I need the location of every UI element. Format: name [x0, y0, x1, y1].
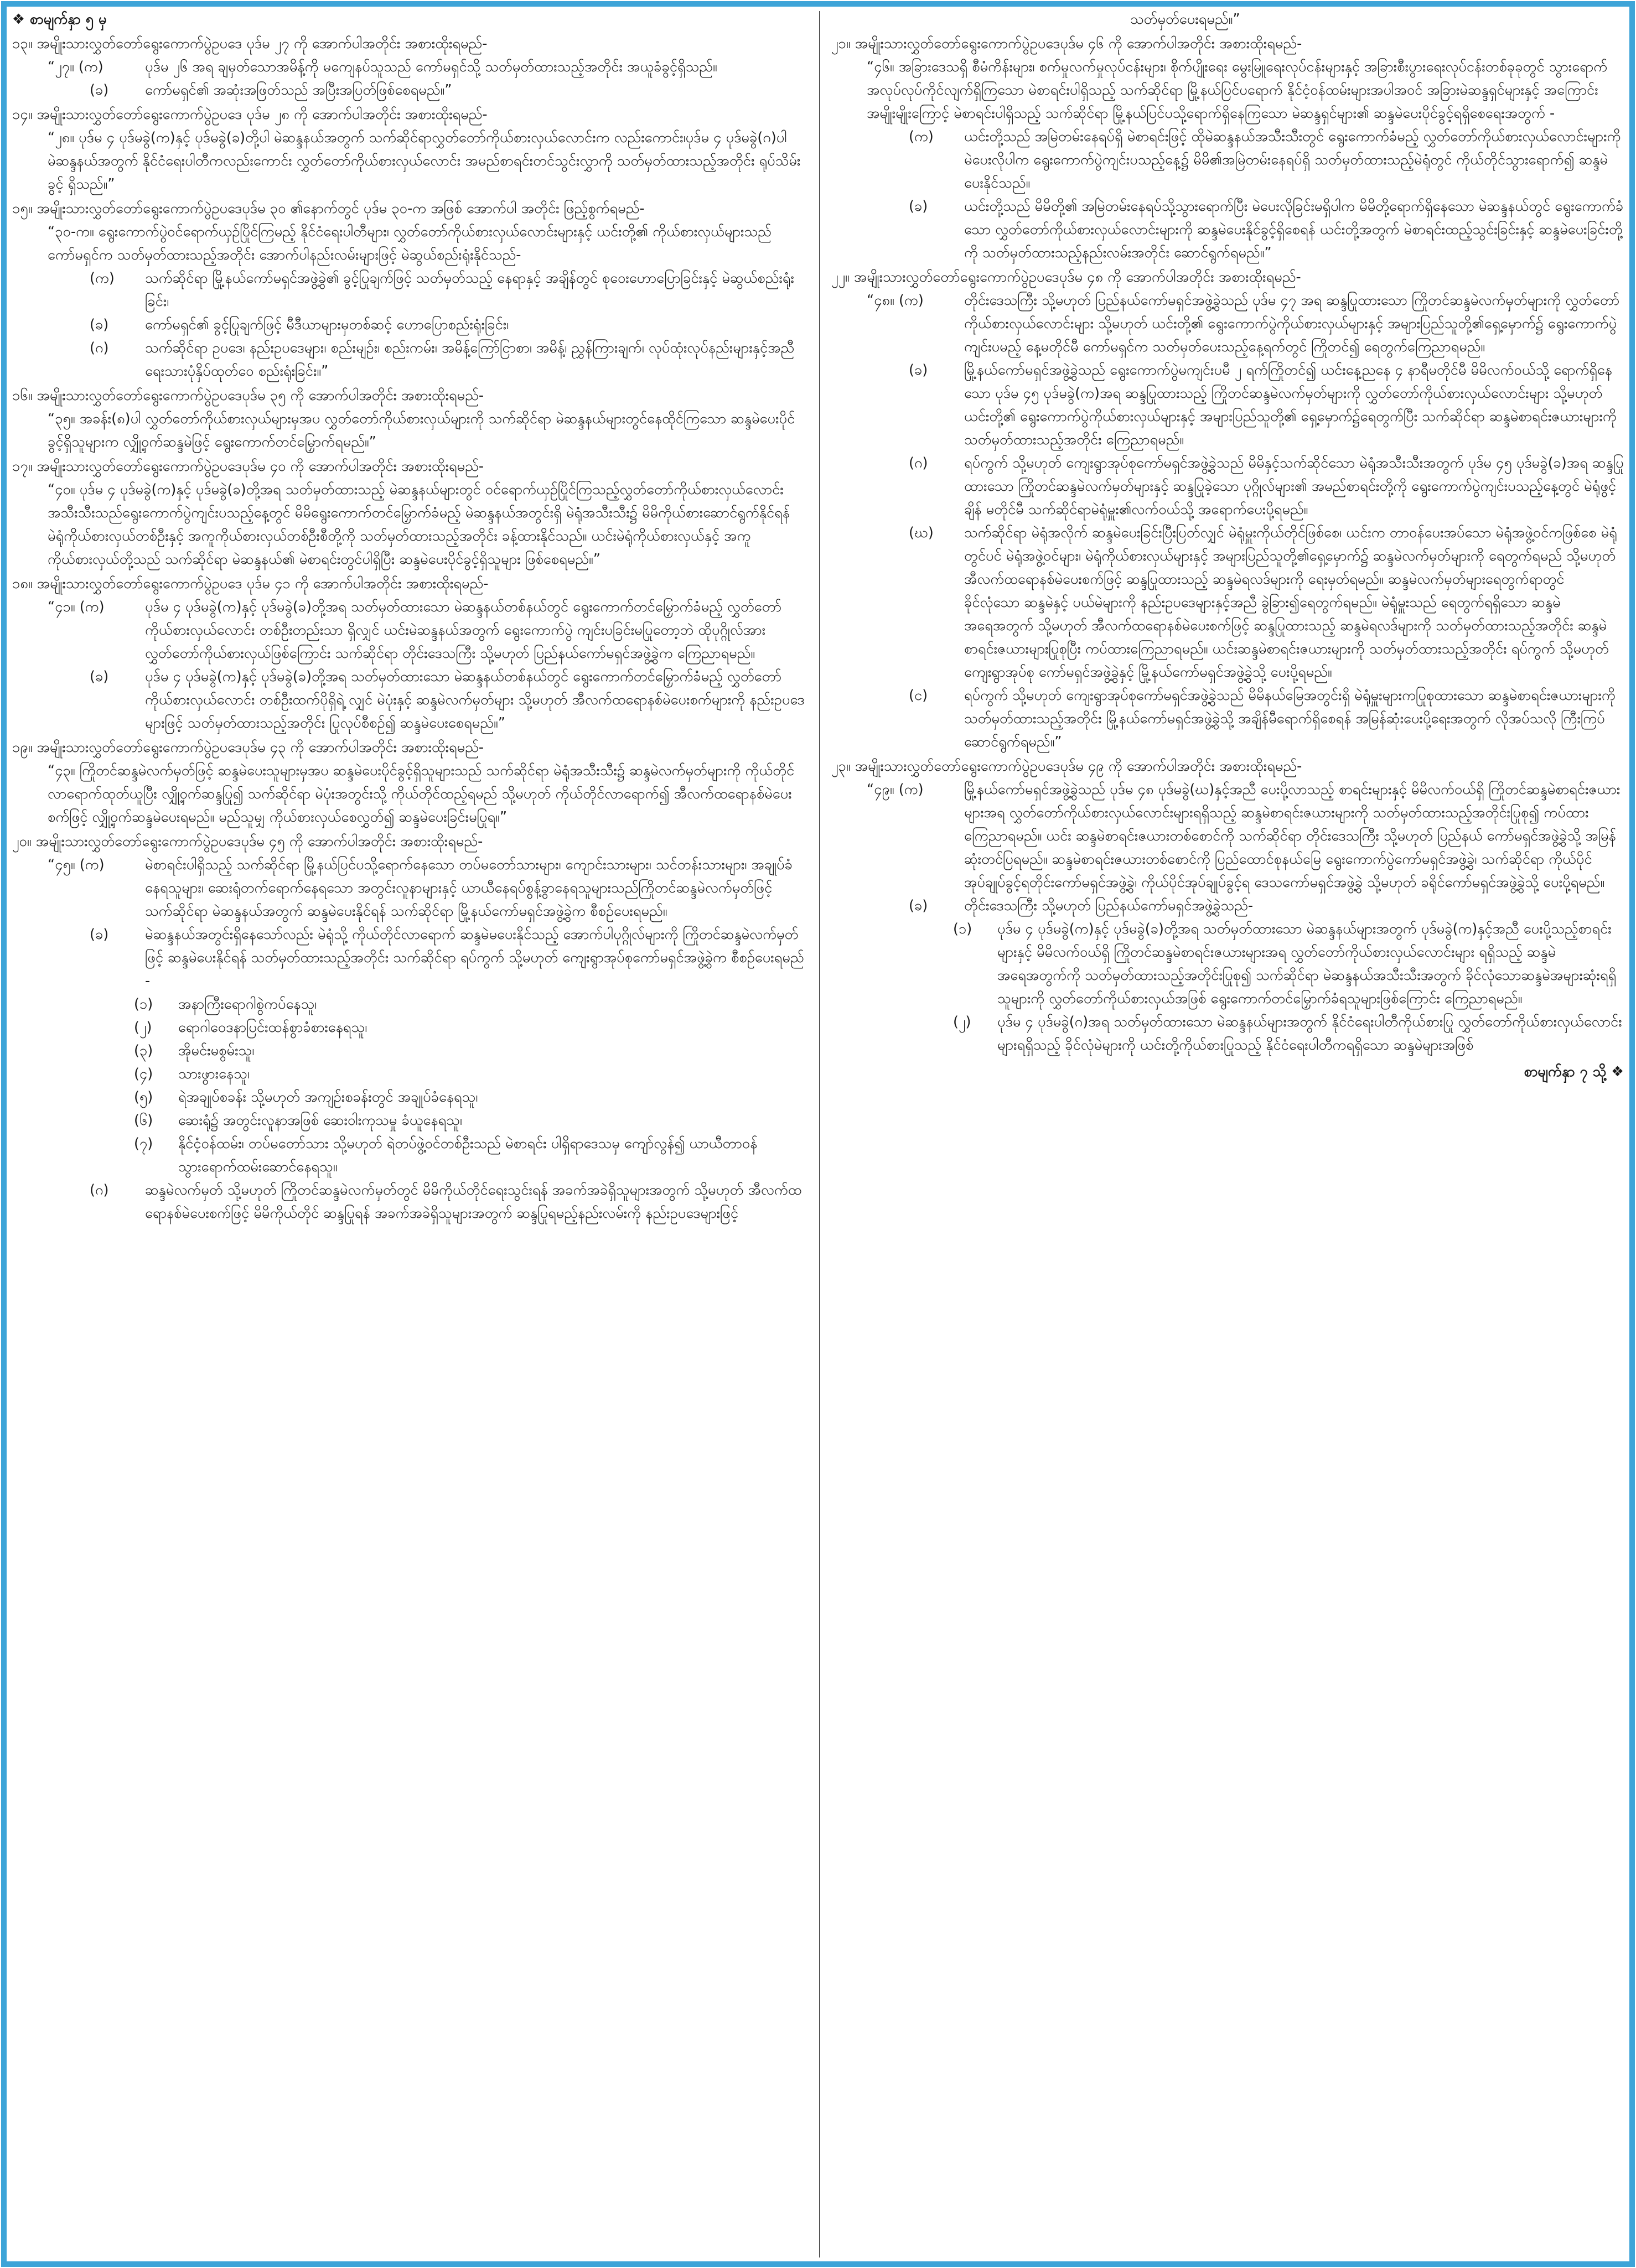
- clause: [12, 267, 806, 313]
- clause-text: ရပ်ကွက် သို့မဟုတ် ကျေးရွာအုပ်စုကော်မရှင်အဖွဲ့ခွဲသည် မိမိနှင့်သက်ဆိုင်သော မဲရုံအသီးသီးအတွက် ပုဒ်မ ၄၅ ပုဒ်မခွဲ(ခ)အရ ဆန္ဒပြုထားသော ကြိုတင်ဆန္ဒမဲလက်မှတ်များနှင့် ဆန္ဒပြုခဲ့သော ပုဂ္ဂိုလ်များ၏ အမည်စာရင်းတို့ကို ရွေးကောက်ပွဲကျင်းပသည့်နေ့တွင် မဲရုံဖွင့်ချိန် မတိုင်မီ သက်ဆိုင်ရာမဲရုံမှူး၏လက်ဝယ်သို့ အရောက်ပေးပို့ရမည်။: [964, 455, 1624, 518]
- sub-clause-text: အိုမင်းမစွမ်းသူ၊: [178, 1042, 255, 1059]
- sub-clause-text: နိုင်ငံ့ဝန်ထမ်း၊ တပ်မတော်သား သို့မဟုတ် ရဲတပ်ဖွဲ့ဝင်တစ်ဦးသည် မဲစာရင်း ပါရှိရာဒေသမှ ကျော်လွန်၍ ယာယီတာဝန်သွားရောက်ထမ်းဆောင်နေရသူ။: [178, 1135, 758, 1175]
- clause: [831, 894, 1624, 917]
- clause-text: ရပ်ကွက် သို့မဟုတ် ကျေးရွာအုပ်စုကော်မရှင်အဖွဲ့ခွဲသည် မိမိနယ်မြေအတွင်းရှိ မဲရုံမှူးများကပြုစုထားသော ဆန္ဒမဲစာရင်းဇယားများကို သတ်မှတ်ထားသည့်အတိုင်း မြို့နယ်ကော်မရှင်အဖွဲ့ခွဲသို့ အချိန်မီရောက်ရှိစေရန် အမြန်ဆုံးပေးပို့ရေးအတွက် လိုအပ်သလို ကြီးကြပ်ဆောင်ရွက်ရမည်။”: [964, 687, 1616, 750]
- section-heading: ၁၉။ အမျိုးသားလွှတ်တော်ရွေးကောက်ပွဲဥပဒေပုဒ်မ ၄၃ ကို အောက်ပါအတိုင်း အစားထိုးရမည်-: [12, 739, 484, 756]
- clause-text: ကော်မရှင်၏ ခွင့်ပြုချက်ဖြင့် မီဒီယာများမှတစ်ဆင့် ဟောပြောစည်းရုံးခြင်း၊: [145, 316, 509, 333]
- sub-clause-text: ပုဒ်မ ၄ ပုဒ်မခွဲ(က)နှင့် ပုဒ်မခွဲ(ခ)တို့အရ သတ်မှတ်ထားသော မဲဆန္ဒနယ်များအတွက် ပုဒ်မခွဲ(က)နှင့်အညီ ပေးပို့သည့်စာရင်းများနှင့် မိမိလက်ဝယ်ရှိ ကြိုတင်ဆန္ဒမဲစာရင်းဇယားများအရ လွှတ်တော်ကိုယ်စားလှယ်လောင်းများ ရရှိသည့် ဆန္ဒမဲအရေအတွက်ကို သတ်မှတ်ထားသည့်အတိုင်းပြုစု၍ သက်ဆိုင်ရာ မဲဆန္ဒနယ်အသီးသီးအတွက် ခိုင်လုံသောဆန္ဒမဲအများဆုံးရရှိသူများကို လွှတ်တော်ကိုယ်စားလှယ်အဖြစ် ရွေးကောက်တင်မြှောက်ခံရသူများဖြစ်ကြောင်း ကြေညာရမည်။: [997, 921, 1617, 1007]
- clause-text: ပုဒ်မ ၂၆ အရ ချမှတ်သောအမိန့်ကို မကျေနပ်သူသည် ကော်မရှင်သို့ သတ်မှတ်ထားသည့်အတိုင်း အယူခံခွင့်ရှိသည်။: [145, 59, 717, 75]
- section-heading: ၁၅။ အမျိုးသားလွှတ်တော်ရွေးကောက်ပွဲဥပဒေပုဒ်မ ၃၀ ၏နောက်တွင် ပုဒ်မ ၃၀-က အဖြစ် အောက်ပါ အတိုင်း ဖြည့်စွက်ရမည်-: [12, 200, 645, 217]
- sub-clause-marker: (၃): [134, 1042, 153, 1059]
- clause-text: ပုဒ်မ ၄ ပုဒ်မခွဲ(က)နှင့် ပုဒ်မခွဲ(ခ)တို့အရ သတ်မှတ်ထားသော မဲဆန္ဒနယ်တစ်နယ်တွင် ရွေးကောက်တင်မြှောက်ခံမည့် လွှတ်တော်ကိုယ်စားလှယ်လောင်း တစ်ဦးထက်ပိုရှိရဲ့ လျှင် မဲပုံးနှင့် ဆန္ဒမဲလက်မှတ်များ သို့မဟုတ် အီလက်ထရောနစ်မဲပေးစက်များကို နည်းဥပဒေများဖြင့် သတ်မှတ်ထားသည့်အတိုင်း ပြုလုပ်စီစဉ်၍ ဆန္ဒမဲပေးစေရမည်။”: [145, 668, 805, 731]
- clause-marker: (ခ): [90, 926, 109, 943]
- clause-marker: (ဂ): [90, 340, 109, 356]
- section-15: [12, 197, 806, 383]
- clause-marker: (ခ): [90, 668, 109, 685]
- clause-marker: (င): [909, 687, 928, 704]
- sub-clause-marker: (၁): [953, 921, 972, 937]
- clause: [12, 665, 806, 735]
- section-heading: ၁၈။ အမျိုးသားလွှတ်တော်ရွေးကောက်ပွဲဥပဒေ ပုဒ်မ ၄၁ ကို အောက်ပါအတိုင်း အစားထိုးရမည်-: [12, 575, 489, 592]
- section-19: [12, 736, 806, 829]
- clause-text: တိုင်းဒေသကြီး သို့မဟုတ် ပြည်နယ်ကော်မရှင်အဖွဲ့ခွဲသည်-: [964, 897, 1254, 914]
- sub-clause-text: ဆေးရုံ၌ အတွင်းလူနာအဖြစ် ဆေးဝါးကုသမှု ခံယူနေရသူ၊: [178, 1112, 462, 1129]
- section-17: [12, 455, 806, 571]
- sub-clause: [12, 1039, 806, 1062]
- sub-clause: [12, 1086, 806, 1109]
- continued-on-footer: စာမျက်နှာ ၇ သို့ ❖: [1524, 1063, 1624, 1080]
- clause: [831, 359, 1624, 451]
- sub-clause: [12, 1109, 806, 1132]
- clause-text: မြို့နယ်ကော်မရှင်အဖွဲ့ခွဲသည် ပုဒ်မ ၄၈ ပုဒ်မခွဲ(ဃ)နှင့်အညီ ပေးပို့လာသည့် စာရင်းများနှင့် မိမိလက်ဝယ်ရှိ ကြိုတင်ဆန္ဒမဲစာရင်းဇယားများအရ လွှတ်တော်ကိုယ်စားလှယ်လောင်းများရရှိသည့် ဆန္ဒမဲစာရင်းဇယားများကို သတ်မှတ်ထားသည့်အတိုင်းပြုစု၍ ကပ်ထားကြေညာရမည်။ ယင်း ဆန္ဒမဲစာရင်းဇယားတစ်စောင်ကို သက်ဆိုင်ရာ တိုင်းဒေသကြီး သို့မဟုတ် ပြည်နယ် ကော်မရှင်အဖွဲ့ခွဲသို့ အမြန်ဆုံးတင်ပြရမည်။ ဆန္ဒမဲစာရင်းဇယားတစ်စောင်ကို ပြည်ထောင်စုနယ်မြေ ရွေးကောက်ပွဲကော်မရှင်အဖွဲ့ခွဲ၊ သက်ဆိုင်ရာ ကိုယ်ပိုင်အုပ်ချုပ်ခွင့်ရတိုင်းကော်မရှင်အဖွဲ့ခွဲ၊ ကိုယ်ပိုင်အုပ်ချုပ်ခွင့်ရ ဒေသကော်မရှင်အဖွဲ့ခွဲ သို့မဟုတ် ခရိုင်ကော်မရှင်အဖွဲ့ခွဲသို့ ပေးပို့ရမည်။: [964, 781, 1621, 891]
- sub-clause-marker: (၇): [134, 1135, 153, 1152]
- clause-marker: “၂၇။ (က): [48, 59, 103, 75]
- clause-marker: (ခ): [90, 82, 109, 98]
- clause-marker: “၄၈။ (က): [867, 292, 924, 309]
- clause-marker: (ခ): [909, 198, 928, 215]
- sub-clause-marker: (၄): [134, 1066, 153, 1082]
- section-16: [12, 384, 806, 454]
- sub-clause-text: အနာကြီးရောဂါစွဲကပ်နေသူ၊: [178, 996, 317, 1013]
- clause: [831, 195, 1624, 264]
- clause-marker: (ဂ): [909, 455, 928, 471]
- clause-text: ကော်မရှင်၏ အဆုံးအဖြတ်သည် အပြီးအပြတ်ဖြစ်စေရမည်။”: [145, 82, 452, 98]
- clause: [831, 521, 1624, 684]
- clause: [12, 923, 806, 993]
- clause-marker: (ခ): [909, 897, 928, 914]
- sub-clause-marker: (၅): [134, 1089, 153, 1106]
- clause: [831, 684, 1624, 754]
- clause: [831, 451, 1624, 521]
- clause: [12, 55, 806, 79]
- right-column: [826, 8, 1624, 1083]
- sub-clause: [12, 1016, 806, 1039]
- section-13: [12, 32, 806, 102]
- section-21: [831, 32, 1624, 264]
- sub-clause-marker: (၂): [953, 1014, 971, 1030]
- continued-from-header: ❖ စာမျက်နှာ ၅ မှ: [12, 11, 107, 28]
- continued-text: သတ်မှတ်ပေးရမည်။”: [1130, 11, 1240, 28]
- section-heading: ၂၃။ အမျိုးသားလွှတ်တော်ရွေးကောက်ပွဲဥပဒေပုဒ်မ ၄၉ ကို အောက်ပါအတိုင်း အစားထိုးရမည်-: [831, 758, 1302, 775]
- clause: [12, 79, 806, 102]
- quoted-text: “၂၈။ ပုဒ်မ ၄ ပုဒ်မခွဲ(က)နှင့် ပုဒ်မခွဲ(ခ)တို့ပါ မဲဆန္ဒနယ်အတွက် သက်ဆိုင်ရာလွှတ်တော်ကိုယ်စားလှယ်လောင်းက လည်းကောင်း၊ပုဒ်မ ၄ ပုဒ်မခွဲ(ဂ)ပါ မဲဆန္ဒနယ်အတွက် နိုင်ငံရေးပါတီကလည်းကောင်း လွှတ်တော်ကိုယ်စားလှယ်လောင်း အမည်စာရင်းတင်သွင်းလွှာကို သတ်မှတ်ထားသည့်အတိုင်း ရုပ်သိမ်းခွင့် ရှိသည်။”: [48, 129, 801, 193]
- clause-marker: (ခ): [909, 362, 928, 378]
- clause-marker: (ခ): [90, 316, 109, 333]
- sub-clause-text: သားဖွားနေသူ၊: [178, 1066, 250, 1082]
- clause: [831, 778, 1624, 894]
- section-heading: ၁၃။ အမျိုးသားလွှတ်တော်ရွေးကောက်ပွဲဥပဒေ ပုဒ်မ ၂၇ ကို အောက်ပါအတိုင်း အစားထိုးရမည်-: [12, 35, 488, 52]
- clause-marker: “၄၅။ (က): [48, 857, 105, 873]
- clause-marker: (က): [90, 270, 115, 287]
- clause: [831, 125, 1624, 195]
- section-heading: ၂၀။ အမျိုးသားလွှတ်တော်ရွေးကောက်ပွဲဥပဒေပုဒ်မ ၄၅ ကို အောက်ပါအတိုင်း အစားထိုးရမည်-: [12, 833, 483, 850]
- section-heading: ၁၄။ အမျိုးသားလွှတ်တော်ရွေးကောက်ပွဲဥပဒေ ပုဒ်မ ၂၈ ကို အောက်ပါအတိုင်း အစားထိုးရမည်-: [12, 106, 488, 123]
- clause-text: ယင်းတို့သည် မိမိတို့၏ အမြဲတမ်းနေရပ်သို့သွားရောက်ပြီး မဲပေးလိုခြင်းမရှိပါက မိမိတို့ရောက်ရှိနေသော မဲဆန္ဒနယ်တွင် ရွေးကောက်ခံသော လွှတ်တော်ကိုယ်စားလှယ်လောင်းများကို ဆန္ဒမဲပေးနိုင်ခွင့်ရှိစေရန် ယင်းတို့အတွက် မဲစာရင်းထည့်သွင်းခြင်းနှင့် ဆန္ဒမဲပေးခြင်းတို့ကို သတ်မှတ်ထားသည့်နည်းလမ်းအတိုင်း ဆောင်ရွက်ရမည်။”: [964, 198, 1624, 261]
- sub-clause: [831, 917, 1624, 1010]
- sub-clause: [12, 1132, 806, 1179]
- section-heading: ၂၁။ အမျိုးသားလွှတ်တော်ရွေးကောက်ပွဲဥပဒေပုဒ်မ ၄၆ ကို အောက်ပါအတိုင်း အစားထိုးရမည်-: [831, 35, 1302, 52]
- quoted-text: “၄၃။ ကြိုတင်ဆန္ဒမဲလက်မှတ်ဖြင့် ဆန္ဒမဲပေးသူများမှအပ ဆန္ဒမဲပေးပိုင်ခွင့်ရှိသူများသည် သက်ဆိုင်ရာ မဲရုံအသီးသီး၌ ဆန္ဒမဲလက်မှတ်များကို ကိုယ်တိုင်လာရောက်ထုတ်ယူပြီး လျှို့ဝှက်ဆန္ဒပြု၍ သက်ဆိုင်ရာ မဲပုံးအတွင်းသို့ ကိုယ်တိုင်ထည့်ရမည် သို့မဟုတ် ကိုယ်တိုင်လာရောက်၍ အီလက်ထရောနစ်မဲပေးစက်ဖြင့် လျှို့ဝှက်ဆန္ဒမဲပေးရမည်။ မည်သူမျှ ကိုယ်စားလှယ်စေလွှတ်၍ ဆန္ဒမဲပေးခြင်းမပြုရ။”: [48, 762, 795, 826]
- sub-clause-text: ပုဒ်မ ၄ ပုဒ်မခွဲ(ဂ)အရ သတ်မှတ်ထားသော မဲဆန္ဒနယ်များအတွက် နိုင်ငံရေးပါတီကိုယ်စားပြု လွှတ်တော်ကိုယ်စားလှယ်လောင်းများရရှိသည့် ခိုင်လုံမဲများကို ယင်းတို့ကိုယ်စားပြုသည့် နိုင်ငံရေးပါတီကရရှိသော ဆန္ဒမဲများအဖြစ်: [997, 1014, 1622, 1053]
- clause: [12, 595, 806, 665]
- quoted-text: “၄၀။ ပုဒ်မ ၄ ပုဒ်မခွဲ(က)နှင့် ပုဒ်မခွဲ(ခ)တို့အရ သတ်မှတ်ထားသည့် မဲဆန္ဒနယ်များတွင် ဝင်ရောက်ယှဉ်ပြိုင်ကြသည့်လွှတ်တော်ကိုယ်စားလှယ်လောင်းအသီးသီးသည်ရွေးကောက်ပွဲကျင်းပသည့်နေ့တွင် မိမိရွေးကောက်တင်မြှောက်ခံမည့် မဲဆန္ဒနယ်အတွင်းရှိ မဲရုံအသီးသီး၌ မိမိကိုယ်စားဆောင်ရွက်နိုင်ရန် မဲရုံကိုယ်စားလှယ်တစ်ဦးနှင့် အကူကိုယ်စားလှယ်တစ်ဦးစီတို့ကို သတ်မှတ်ထားသည့်အတိုင်း ခန့်ထားနိုင်သည်။ ယင်းမဲရုံကိုယ်စားလှယ်နှင့် အကူကိုယ်စားလှယ်တို့သည် သက်ဆိုင်ရာ မဲဆန္ဒနယ်၏ မဲစာရင်းတွင်ပါရှိပြီး ဆန္ဒမဲပေးပိုင်ခွင့်ရှိသူများ ဖြစ်စေရမည်။”: [48, 481, 790, 568]
- section-20: [12, 830, 806, 1225]
- clause: [12, 853, 806, 923]
- sub-clause: [12, 993, 806, 1016]
- section-22: [831, 266, 1624, 754]
- clause-text: တိုင်းဒေသကြီး သို့မဟုတ် ပြည်နယ်ကော်မရှင်အဖွဲ့ခွဲသည် ပုဒ်မ ၄၇ အရ ဆန္ဒပြုထားသော ကြိုတင်ဆန္ဒမဲလက်မှတ်များကို လွှတ်တော်ကိုယ်စားလှယ်လောင်းများ သို့မဟုတ် ယင်းတို့၏ ရွေးကောက်ပွဲကိုယ်စားလှယ်များနှင့် အများပြည်သူတို့၏ရှေ့မှောက်၌ ရွေးကောက်ပွဲကျင်းပမည့် နေ့မတိုင်မီ ကော်မရှင်က သတ်မှတ်ပေးသည့်နေ့ရက်တွင် ကြိုတင်၍ ရေတွက်ကြေညာရမည်။: [964, 292, 1620, 355]
- quoted-text: “၃၅။ အခန်း(၈)ပါ လွှတ်တော်ကိုယ်စားလှယ်များမှအပ လွှတ်တော်ကိုယ်စားလှယ်များကို သက်ဆိုင်ရာ မဲဆန္ဒနယ်များတွင်နေထိုင်ကြသော ဆန္ဒမဲပေးပိုင်ခွင့်ရှိသူများက လျှို့ဝှက်ဆန္ဒမဲဖြင့် ရွေးကောက်တင်မြှောက်ရမည်။”: [48, 411, 795, 450]
- section-14: [12, 103, 806, 196]
- clause-text: ယင်းတို့သည် အမြဲတမ်းနေရပ်ရှိ မဲစာရင်းဖြင့် ထိုမဲဆန္ဒနယ်အသီးသီးတွင် ရွေးကောက်ခံမည့် လွှတ်တော်ကိုယ်စားလှယ်လောင်းများကို မဲပေးလိုပါက ရွေးကောက်ပွဲကျင်းပသည့်နေ့၌ မိမိ၏အမြဲတမ်းနေရပ်ရှိ သတ်မှတ်ထားသည့်မဲရုံတွင် ကိုယ်တိုင်သွားရောက်၍ ဆန္ဒမဲပေးနိုင်သည်။: [964, 128, 1621, 191]
- clause-text: ဆန္ဒမဲလက်မှတ် သို့မဟုတ် ကြိုတင်ဆန္ဒမဲလက်မှတ်တွင် မိမိကိုယ်တိုင်ရေးသွင်းရန် အခက်အခဲရှိသူများအတွက် သို့မဟုတ် အီလက်ထရောနစ်မဲပေးစက်ဖြင့် မိမိကိုယ်တိုင် ဆန္ဒပြုရန် အခက်အခဲရှိသူများအတွက် ဆန္ဒပြုရမည့်နည်းလမ်းကို နည်းဥပဒေများဖြင့်: [145, 1182, 802, 1222]
- section-23: [831, 755, 1624, 1057]
- clause-marker: (ဃ): [909, 525, 934, 541]
- sub-clause-marker: (၁): [134, 996, 153, 1013]
- clause-marker: (က): [909, 128, 934, 145]
- sub-clause-text: ရောဂါဝေဒနာပြင်းထန်စွာခံစားနေရသူ၊: [178, 1019, 367, 1036]
- sub-clause-marker: (၆): [134, 1112, 153, 1129]
- clause-text: မဲစာရင်းပါရှိသည့် သက်ဆိုင်ရာ မြို့နယ်ပြင်ပသို့ရောက်နေသော တပ်မတော်သားများ၊ ကျောင်းသားများ၊ သင်တန်းသားများ၊ အချုပ်ခံနေရသူများ၊ ဆေးရုံတက်ရောက်နေရသော အတွင်းလူနာများနှင့် ယာယီနေရပ်စွန့်ခွာနေရသူများသည်ကြိုတင်ဆန္ဒမဲလက်မှတ်ဖြင့် သက်ဆိုင်ရာ မဲဆန္ဒနယ်အတွက် ဆန္ဒမဲပေးနိုင်ရန် သက်ဆိုင်ရာ မြို့နယ်ကော်မရှင်အဖွဲ့ခွဲက စီစဉ်ပေးရမည်။: [145, 857, 793, 920]
- quoted-text: “၄၆။ အခြားဒေသရှိ စီမံကိန်းများ၊ စက်မှုလက်မှုလုပ်ငန်းများ၊ စိုက်ပျိုးရေး မွေးမြူရေးလုပ်ငန်းများနှင့် အခြားစီးပွားရေးလုပ်ငန်းတစ်ခုခုတွင် သွားရောက်အလုပ်လုပ်ကိုင်လျက်ရှိကြသော မဲစာရင်းပါရှိသည့် သက်ဆိုင်ရာ မြို့နယ်ပြင်ပရောက် နိုင်ငံ့ဝန်ထမ်းများအပါအဝင် အခြားမဲဆန္ဒရှင်များနှင့် အကြောင်းအမျိုးမျိုးကြောင့် မဲစာရင်းပါရှိသည့် သက်ဆိုင်ရာ မြို့နယ်ပြင်ပသို့ရောက်ရှိနေကြသော မဲဆန္ဒရှင်များ၏ ဆန္ဒမဲပေးပိုင်ခွင့်ရရှိစေရေးအတွက် -: [867, 59, 1608, 122]
- clause-text: သက်ဆိုင်ရာ ဥပဒေ၊ နည်းဥပဒေများ၊ စည်းမျဉ်း၊ စည်းကမ်း၊ အမိန့်ကြော်ငြာစာ၊ အမိန့်၊ ညွှန်ကြားချက်၊ လုပ်ထုံးလုပ်နည်းများနှင့်အညီ ရေးသားပုံနှိပ်ထုတ်ဝေ စည်းရုံးခြင်း။”: [145, 340, 795, 380]
- sub-clause: [12, 1062, 806, 1086]
- section-heading: ၁၇။ အမျိုးသားလွှတ်တော်ရွေးကောက်ပွဲဥပဒေပုဒ်မ ၄၀ ကို အောက်ပါအတိုင်း အစားထိုးရမည်-: [12, 458, 484, 475]
- clause-text: မဲဆန္ဒနယ်အတွင်းရှိနေသော်လည်း မဲရုံသို့ ကိုယ်တိုင်လာရောက် ဆန္ဒမဲမပေးနိုင်သည့် အောက်ပါပုဂ္ဂိုလ်များကို ကြိုတင်ဆန္ဒမဲလက်မှတ်ဖြင့် ဆန္ဒမဲပေးနိုင်ရန် သတ်မှတ်ထားသည့်အတိုင်း သက်ဆိုင်ရာ ရပ်ကွက် သို့မဟုတ် ကျေးရွာအုပ်စုကော်မရှင်အဖွဲ့ခွဲက စီစဉ်ပေးရမည် -: [145, 926, 804, 989]
- section-18: [12, 572, 806, 735]
- column-divider: [819, 11, 820, 2257]
- clause-text: ပုဒ်မ ၄ ပုဒ်မခွဲ(က)နှင့် ပုဒ်မခွဲ(ခ)တို့အရ သတ်မှတ်ထားသော မဲဆန္ဒနယ်တစ်နယ်တွင် ရွေးကောက်တင်မြှောက်ခံမည့် လွှတ်တော်ကိုယ်စားလှယ်လောင်း တစ်ဦးတည်းသာ ရှိလျှင် ယင်းမဲဆန္ဒနယ်အတွက် ရွေးကောက်ပွဲ ကျင်းပခြင်းမပြုတော့ဘဲ ထိုပုဂ္ဂိုလ်အား လွှတ်တော်ကိုယ်စားလှယ်ဖြစ်ကြောင်း သက်ဆိုင်ရာ တိုင်းဒေသကြီး သို့မဟုတ် ပြည်နယ်ကော်မရှင်အဖွဲ့ခွဲက ကြေညာရမည်။: [145, 599, 781, 662]
- clause-text: သက်ဆိုင်ရာ မဲရုံအလိုက် ဆန္ဒမဲပေးခြင်းပြီးပြတ်လျှင် မဲရုံမှူးကိုယ်တိုင်ဖြစ်စေ၊ ယင်းက တာဝန်ပေးအပ်သော မဲရုံအဖွဲ့ဝင်ကဖြစ်စေ မဲရုံတွင်ပင် မဲရုံအဖွဲ့ဝင်များ၊ မဲရုံကိုယ်စားလှယ်များနှင့် အများပြည်သူတို့၏ရှေ့မှောက်၌ ဆန္ဒမဲလက်မှတ်များကို ရေတွက်ရမည် သို့မဟုတ် အီလက်ထရောနစ်မဲပေးစက်ဖြင့် ဆန္ဒပြုထားသည့် ဆန္ဒမဲရလဒ်များကို ရေးမှတ်ရမည်။ ဆန္ဒမဲလက်မှတ်များရေတွက်ရာတွင် ခိုင်လုံသော ဆန္ဒမဲနှင့် ပယ်မဲများကို နည်းဥပဒေများနှင့်အညီ ခွဲခြား၍ရေတွက်ရမည်။ မဲရုံမှူးသည် ရေတွက်ရရှိသော ဆန္ဒမဲအရေအတွက် သို့မဟုတ် အီလက်ထရောနစ်မဲပေးစက်ဖြင့် ဆန္ဒပြုထားသည့် ဆန္ဒမဲရလဒ်များကို သတ်မှတ်ထားသည့်အတိုင်း ဆန္ဒမဲစာရင်းဇယားများပြုစုပြီး ကပ်ထားကြေညာရမည်။ ယင်းဆန္ဒမဲစာရင်းဇယားများကို သတ်မှတ်ထားသည့်အတိုင်း ရပ်ကွက် သို့မဟုတ် ကျေးရွာအုပ်စု ကော်မရှင်အဖွဲ့ခွဲနှင့် မြို့နယ်ကော်မရှင်အဖွဲ့ခွဲသို့ ပေးပို့ရမည်။: [964, 525, 1617, 681]
- sub-clause: [831, 1010, 1624, 1057]
- sub-clause-text: ရဲအချုပ်စခန်း သို့မဟုတ် အကျဉ်းစခန်းတွင် အချုပ်ခံနေရသူ၊: [178, 1089, 478, 1106]
- clause: [12, 313, 806, 336]
- clause-marker: “၄၉။ (က): [867, 781, 924, 798]
- clause-text: သက်ဆိုင်ရာ မြို့နယ်ကော်မရှင်အဖွဲ့ခွဲ၏ ခွင့်ပြုချက်ဖြင့် သတ်မှတ်သည့် နေရာနှင့် အချိန်တွင် စုဝေးဟောပြောခြင်းနှင့် မဲဆွယ်စည်းရုံးခြင်း၊: [145, 270, 794, 310]
- sub-clause-marker: (၂): [134, 1019, 152, 1036]
- clause-marker: “၄၁။ (က): [48, 599, 105, 615]
- section-heading: ၁၆။ အမျိုးသားလွှတ်တော်ရွေးကောက်ပွဲဥပဒေပုဒ်မ ၃၅ ကို အောက်ပါအတိုင်း အစားထိုးရမည်-: [12, 387, 484, 404]
- clause: [12, 1179, 806, 1225]
- clause: [831, 289, 1624, 359]
- clause: [12, 336, 806, 383]
- clause-marker: (ဂ): [90, 1182, 109, 1198]
- left-column: [12, 8, 814, 1225]
- section-heading: ၂၂။ အမျိုးသားလွှတ်တော်ရွေးကောက်ပွဲဥပဒေပုဒ်မ ၄၈ ကို အောက်ပါအတိုင်း အစားထိုးရမည်-: [831, 269, 1301, 286]
- quoted-text: “၃၀-က။ ရွေးကောက်ပွဲဝင်ရောက်ယှဉ်ပြိုင်ကြမည့် နိုင်ငံရေးပါတီများ၊ လွှတ်တော်ကိုယ်စားလှယ်လောင်းများနှင့် ယင်းတို့၏ ကိုယ်စားလှယ်များသည် ကော်မရှင်က သတ်မှတ်ထားသည့်အတိုင်း အောက်ပါနည်းလမ်းများဖြင့် မဲဆွယ်စည်းရုံးနိုင်သည်-: [48, 224, 772, 263]
- clause-text: မြို့နယ်ကော်မရှင်အဖွဲ့ခွဲသည် ရွေးကောက်ပွဲမကျင်းပမီ ၂ ရက်ကြိုတင်၍ ယင်းနေ့ညနေ ၄ နာရီမတိုင်မီ မိမိလက်ဝယ်သို့ ရောက်ရှိနေသော ပုဒ်မ ၄၅ ပုဒ်မခွဲ(က)အရ ဆန္ဒပြုထားသည့် ကြိုတင်ဆန္ဒမဲလက်မှတ်များကို လွှတ်တော်ကိုယ်စားလှယ်လောင်းများ သို့မဟုတ် ယင်းတို့၏ ရွေးကောက်ပွဲကိုယ်စားလှယ်များနှင့် အများပြည်သူတို့၏ ရှေ့မှောက်၌ရေတွက်ပြီး သက်ဆိုင်ရာ ဆန္ဒမဲစာရင်းဇယားများကို သတ်မှတ်ထားသည့်အတိုင်း ကြေညာရမည်။: [964, 362, 1617, 448]
